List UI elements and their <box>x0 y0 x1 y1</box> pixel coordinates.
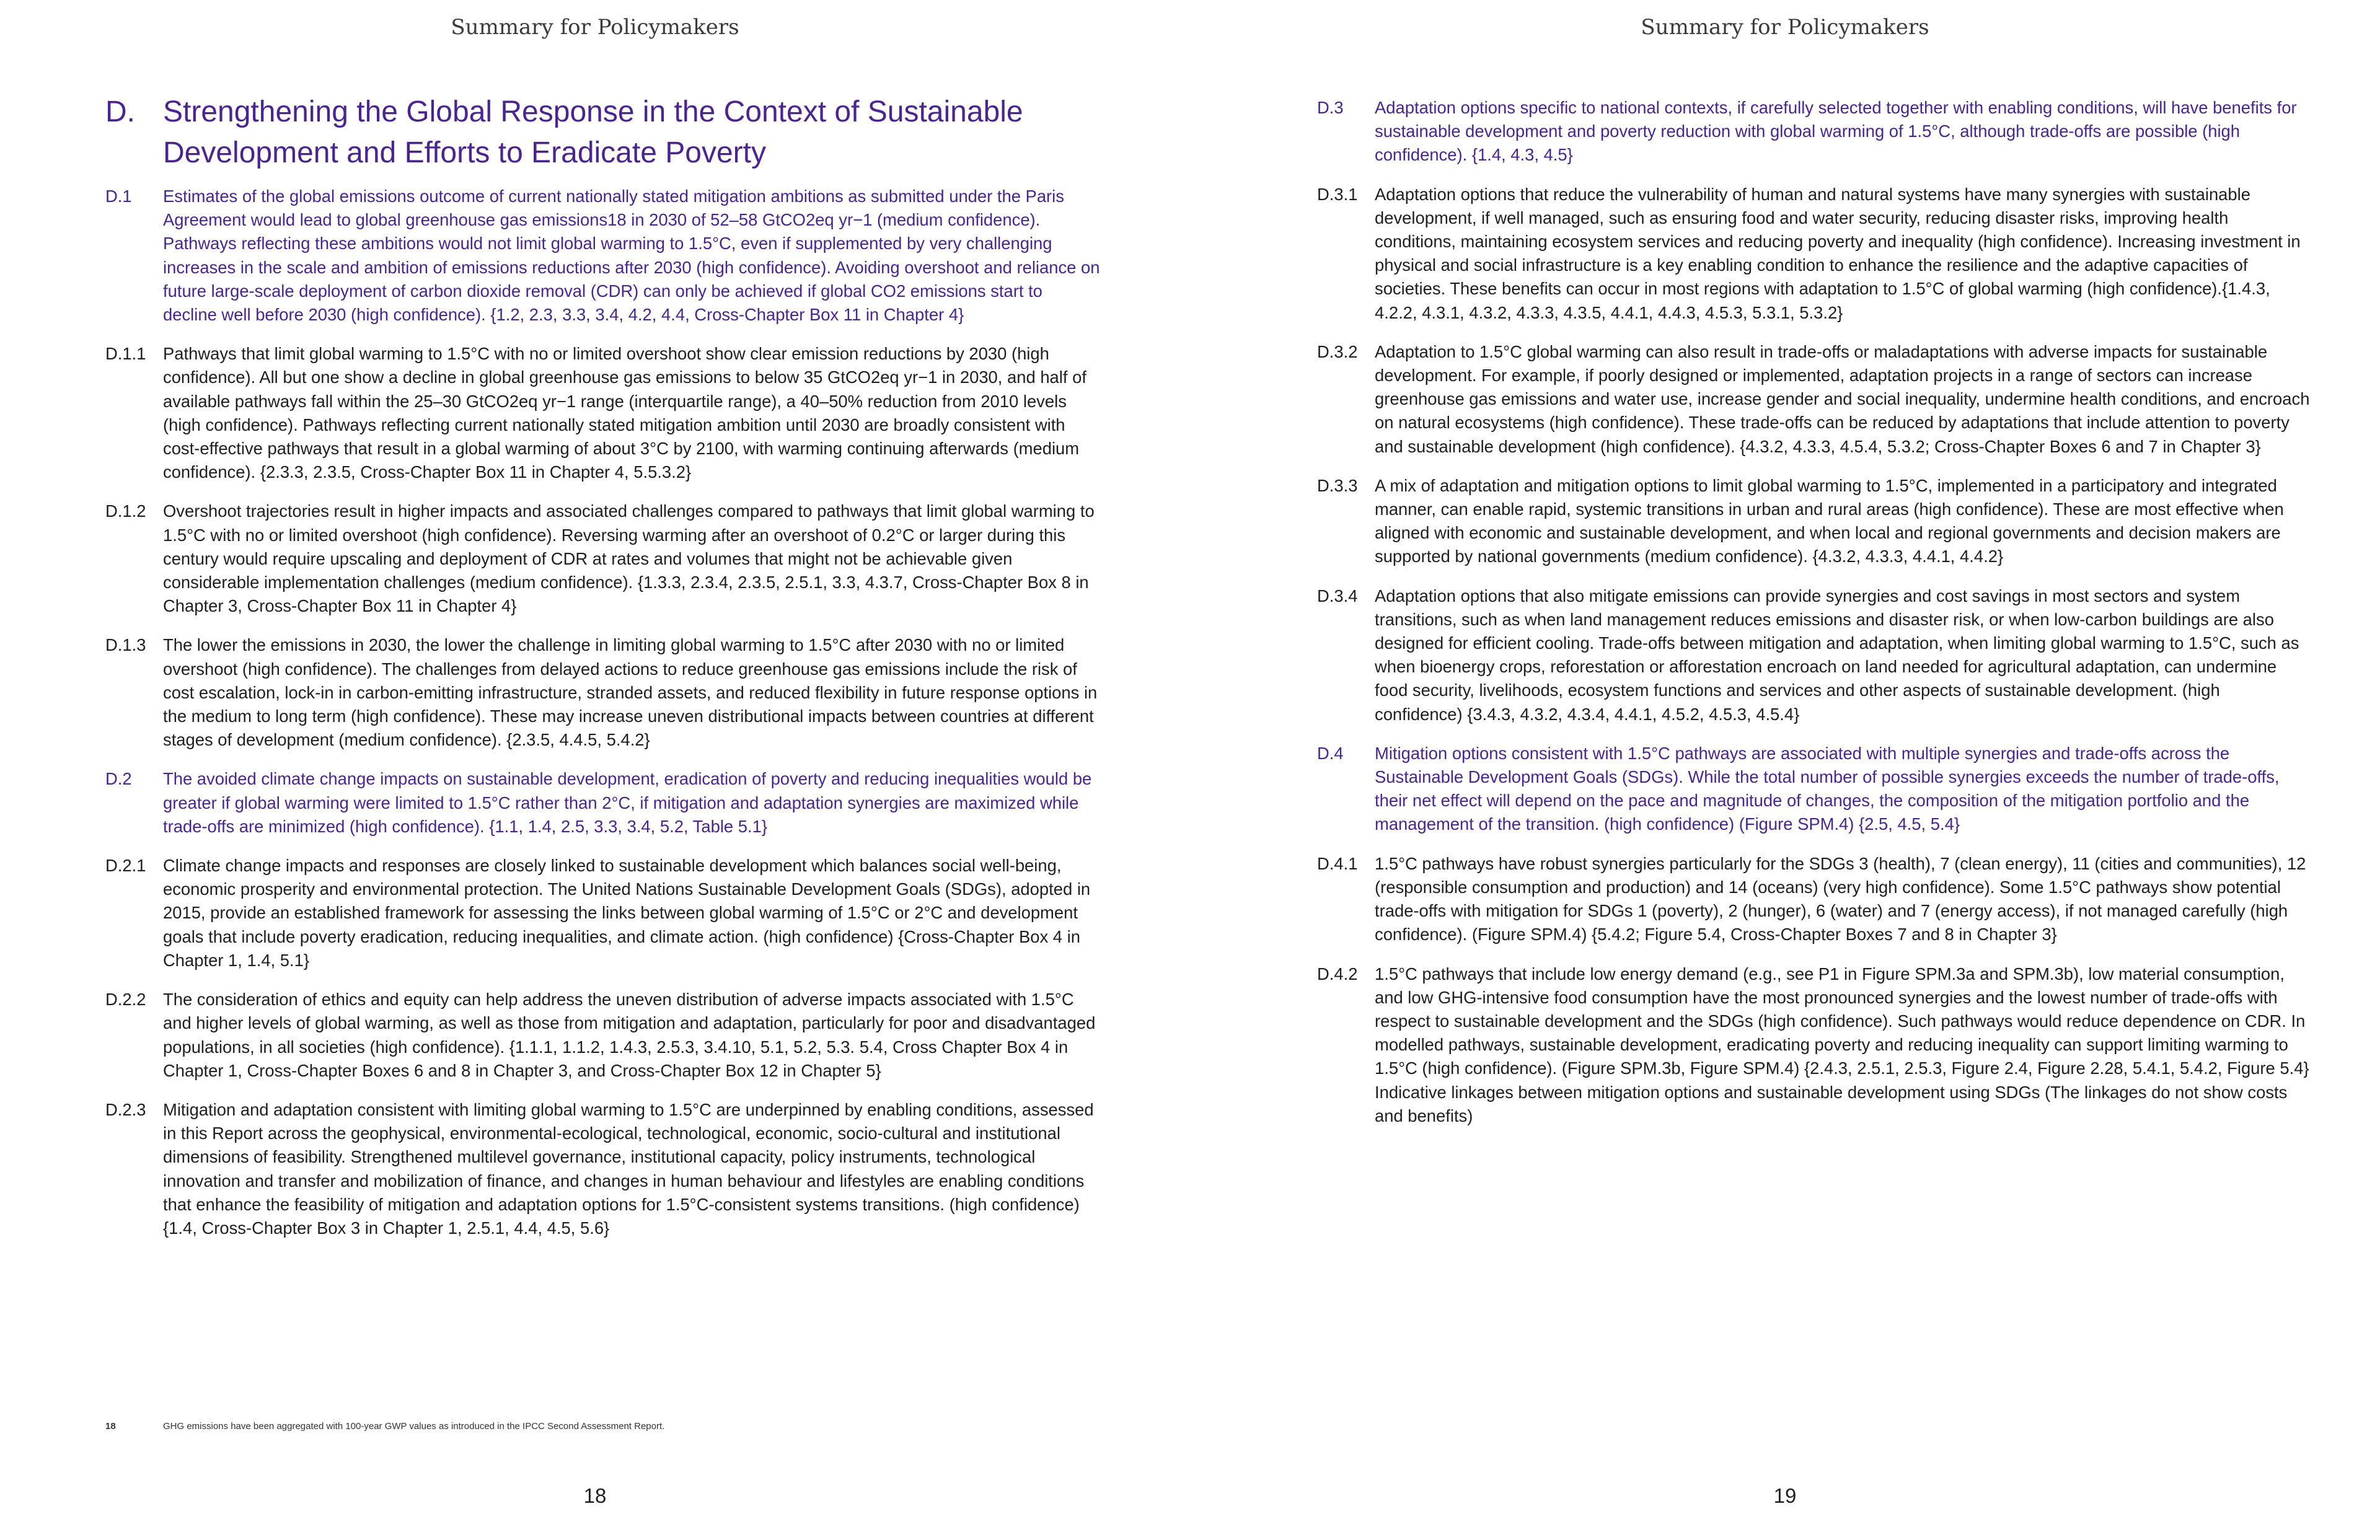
paragraph-number: D.2.3 <box>105 1099 146 1119</box>
paragraph-text: Climate change impacts and responses are closely linked to sustainable development which balances social well-being, economic prosperity and environmental protection. The United Nations Sustainable Development Goals (SDGs), adopted in 2015, provide an established framework for assessing the links between global warming of 1.5°C or 2°C and development goals that include poverty eradication, reducing inequalities, and climate action. (high confidence) {Cross-Chapter Box 4 in Chapter 1, 1.4, 5.1} <box>163 856 1091 970</box>
paragraph-d2 <box>105 767 1100 838</box>
paragraph-number: D.2 <box>105 769 132 789</box>
paragraph-d4 <box>1317 742 2312 837</box>
footnote-text: GHG emissions have been aggregated with 100-year GWP values as introduced in the IPCC Second Assessment Report. <box>163 1421 665 1432</box>
paragraph-number: D.1 <box>105 187 132 206</box>
paragraph-text: Adaptation to 1.5°C global warming can also result in trade-offs or maladaptations with adverse impacts for sustainable development. For example, if poorly designed or implemented, adaptation projects in a range of sectors can increase greenhouse gas emissions and water use, increase gender and social inequality, undermine health conditions, and encroach on natural ecosystems (high confidence). These trade-offs can be reduced by adaptations that include attention to poverty and sustainable development (high confidence). {4.3.2, 4.3.3, 4.5.4, 5.3.2; Cross-Chapter Boxes 6 and 7 in Chapter 3} <box>1375 341 2310 456</box>
paragraph-number: D.4.2 <box>1317 964 1358 983</box>
paragraph-number: D.3.4 <box>1317 586 1358 605</box>
paragraph-number: D.2.1 <box>105 856 146 876</box>
section-number: D. <box>105 95 135 128</box>
paragraph-number: D.4.1 <box>1317 853 1358 873</box>
paragraph-d2-2 <box>105 988 1100 1083</box>
paragraph-text: Estimates of the global emissions outcome of current nationally stated mitigation ambitions as submitted under the Paris Agreement would lead to global greenhouse gas emissions18 in 2030 of 52–58 GtCO2eq yr−1 (medium confidence). Pathways reflecting these ambitions would not limit global warming to 1.5°C, even if supplemented by very challenging increases in the scale and ambition of emissions reductions after 2030 (high confidence). Avoiding overshoot and reliance on future large-scale deployment of carbon dioxide removal (CDR) can only be achieved if global CO2 emissions start to decline well before 2030 (high confidence). {1.2, 2.3, 3.3, 3.4, 4.2, 4.4, Cross-Chapter Box 11 in Chapter 4} <box>163 187 1100 325</box>
paragraph-d2-1 <box>105 854 1100 972</box>
paragraph-text: The lower the emissions in 2030, the lower the challenge in limiting global warming to 1.5°C after 2030 with no or limited overshoot (high confidence). The challenges from delayed actions to reduce greenhouse gas emissions include the risk of cost escalation, lock-in in carbon-emitting infrastructure, stranded assets, and reduced flexibility in future response options in the medium to long term (high confidence). These may increase uneven distributional impacts between countries at different stages of development (medium confidence). {2.3.5, 4.4.5, 5.4.2} <box>163 635 1098 750</box>
paragraph-text: Adaptation options that reduce the vulnerability of human and natural systems have many synergies with sustainable development, if well managed, such as ensuring food and water security, reducing disaster risks, improving health conditions, maintaining ecosystem services and reducing poverty and inequality (high confidence). Increasing investment in physical and social infrastructure is a key enabling condition to enhance the resilience and the adaptive capacities of societies. These benefits can occur in most regions with adaptation to 1.5°C of global warming (high confidence).{1.4.3, 4.2.2, 4.3.1, 4.3.2, 4.3.3, 4.3.5, 4.4.1, 4.4.3, 4.5.3, 5.3.1, 5.3.2} <box>1375 184 2301 322</box>
paragraph-d1-3 <box>105 633 1100 752</box>
page-number-right: 19 <box>1773 1484 1797 1507</box>
paragraph-text: 1.5°C pathways have robust synergies particularly for the SDGs 3 (health), 7 (clean energy), 11 (cities and communities), 12 (responsible consumption and production) and 14 (oceans) (very high confidence). Some 1.5°C pathways show potential trade-offs with mitigation for SDGs 1 (poverty), 2 (hunger), 6 (water) and 7 (energy access), if not managed carefully (high confidence). (Figure SPM.4) {5.4.2; Figure 5.4, Cross-Chapter Boxes 7 and 8 in Chapter 3} <box>1375 853 2306 944</box>
section-heading <box>105 92 1100 174</box>
page-number-left: 18 <box>583 1484 607 1507</box>
paragraph-text: Overshoot trajectories result in higher impacts and associated challenges compared to pathways that limit global warming to 1.5°C with no or limited overshoot (high confidence). Reversing warming after an overshoot of 0.2°C or larger during this century would require upscaling and deployment of CDR at rates and volumes that might not be achievable given considerable implementation challenges (medium confidence). {1.3.3, 2.3.4, 2.3.5, 2.5.1, 3.3, 4.3.7, Cross-Chapter Box 8 in Chapter 3, Cross-Chapter Box 11 in Chapter 4} <box>163 501 1095 616</box>
paragraph-text: Mitigation options consistent with 1.5°C pathways are associated with multiple synergies and trade-offs across the Sustainable Development Goals (SDGs). While the total number of possible synergies exceeds the number of trade-offs, their net effect will depend on the pace and magnitude of changes, the composition of the mitigation portfolio and the management of the transition. (high confidence) (Figure SPM.4) {2.5, 4.5, 5.4} <box>1375 743 2280 834</box>
paragraph-d3 <box>1317 96 2312 167</box>
paragraph-d3-3 <box>1317 474 2312 569</box>
running-head-left: Summary for Policymakers <box>451 15 739 40</box>
paragraph-d1 <box>105 185 1100 327</box>
footnote <box>105 1420 1100 1433</box>
paragraph-text: The consideration of ethics and equity can help address the uneven distribution of adverse impacts associated with 1.5°C and higher levels of global warming, as well as those from mitigation and adaptation, particularly for poor and disadvantaged populations, in all societies (high confidence). {1.1.1, 1.1.2, 1.4.3, 2.5.3, 3.4.10, 5.1, 5.2, 5.3. 5.4, Cross Chapter Box 4 in Chapter 1, Cross-Chapter Boxes 6 and 8 in Chapter 3, and Cross-Chapter Box 12 in Chapter 5} <box>163 990 1096 1080</box>
paragraph-d4-2 <box>1317 962 2312 1128</box>
paragraph-d4-1 <box>1317 852 2312 947</box>
paragraph-number: D.3.1 <box>1317 184 1358 204</box>
paragraph-text: A mix of adaptation and mitigation options to limit global warming to 1.5°C, implemented in a participatory and integrated manner, can enable rapid, systemic transitions in urban and rural areas (high confidence). These are most effective when aligned with economic and sustainable development, and when local and regional governments and decision makers are supported by national governments (medium confidence). {4.3.2, 4.3.3, 4.4.1, 4.4.2} <box>1375 475 2284 566</box>
paragraph-d1-2 <box>105 499 1100 618</box>
paragraph-text: 1.5°C pathways that include low energy demand (e.g., see P1 in Figure SPM.3a and SPM.3b), low material consumption, and low GHG-intensive food consumption have the most pronounced synergies and the lowest number of trade-offs with respect to sustainable development and the SDGs (high confidence). Such pathways would reduce dependence on CDR. In modelled pathways, sustainable development, eradicating poverty and reducing inequality can support limiting warming to 1.5°C (high confidence). (Figure SPM.3b, Figure SPM.4) {2.4.3, 2.5.1, 2.5.3, Figure 2.4, Figure 2.28, 5.4.1, 5.4.2, Figure 5.4} Indicative linkages between mitigation options and sustainable development using SDGs (The linkages do not show costs and benefits) <box>1375 964 2309 1125</box>
running-head-right: Summary for Policymakers <box>1641 15 1929 40</box>
paragraph-number: D.2.2 <box>105 990 146 1010</box>
left-column <box>105 92 1100 1240</box>
paragraph-text: Adaptation options that also mitigate emissions can provide synergies and cost savings in most sectors and system transitions, such as when land management reduces emissions and disaster risk, or when low-carbon buildings are also designed for efficient cooling. Trade-offs between mitigation and adaptation, when limiting global warming to 1.5°C, such as when bioenergy crops, reforestation or afforestation encroach on land needed for agricultural adaptation, can undermine food security, livelihoods, ecosystem functions and services and other aspects of sustainable development. (high confidence) {3.4.3, 4.3.2, 4.3.4, 4.4.1, 4.5.2, 4.5.3, 4.5.4} <box>1375 586 2299 724</box>
paragraph-d2-3 <box>105 1098 1100 1240</box>
paragraph-text: Mitigation and adaptation consistent with limiting global warming to 1.5°C are underpinned by enabling conditions, assessed in this Report across the geophysical, environmental-ecological, technological, economic, socio-cultural and institutional dimensions of feasibility. Strengthened multilevel governance, institutional capacity, policy instruments, technological innovation and transfer and mobilization of finance, and changes in human behaviour and lifestyles are enabling conditions that enhance the feasibility of mitigation and adaptation options for 1.5°C-consistent systems transitions. (high confidence){1.4, Cross-Chapter Box 3 in Chapter 1, 2.5.1, 4.4, 4.5, 5.6} <box>163 1099 1094 1238</box>
section-title: Strengthening the Global Response in the Context of Sustainable Development and Efforts to Eradicate Poverty <box>163 95 1023 169</box>
paragraph-text: Pathways that limit global warming to 1.5°C with no or limited overshoot show clear emission reductions by 2030 (high confidence). All but one show a decline in global greenhouse gas emissions to below 35 GtCO2eq yr−1 in 2030, and half of available pathways fall within the 25–30 GtCO2eq yr−1 range (interquartile range), a 40–50% reduction from 2010 levels (high confidence). Pathways reflecting current nationally stated mitigation ambition until 2030 are broadly consistent with cost-effective pathways that result in a global warming of about 3°C by 2100, with warming continuing afterwards (medium confidence). {2.3.3, 2.3.5, Cross-Chapter Box 11 in Chapter 4, 5.5.3.2} <box>163 344 1086 482</box>
paragraph-text: Adaptation options specific to national contexts, if carefully selected together with enabling conditions, will have benefits for sustainable development and poverty reduction with global warming of 1.5°C, although trade-offs are possible (high confidence). {1.4, 4.3, 4.5} <box>1375 98 2297 165</box>
paragraph-text: The avoided climate change impacts on sustainable development, eradication of poverty and reducing inequalities would be greater if global warming were limited to 1.5°C rather than 2°C, if mitigation and adaptation synergies are maximized while trade-offs are minimized (high confidence). {1.1, 1.4, 2.5, 3.3, 3.4, 5.2, Table 5.1} <box>163 769 1092 836</box>
paragraph-number: D.1.2 <box>105 501 146 521</box>
paragraph-number: D.1.1 <box>105 344 146 364</box>
right-column <box>1317 96 2312 1128</box>
paragraph-d3-2 <box>1317 340 2312 459</box>
paragraph-number: D.4 <box>1317 743 1344 763</box>
paragraph-d3-4 <box>1317 584 2312 726</box>
paragraph-number: D.3.2 <box>1317 341 1358 361</box>
paragraph-number: D.3.3 <box>1317 475 1358 495</box>
paragraph-d3-1 <box>1317 183 2312 325</box>
paragraph-number: D.3 <box>1317 98 1344 117</box>
footnote-number: 18 <box>105 1421 116 1432</box>
paragraph-d1-1 <box>105 342 1100 484</box>
paragraph-number: D.1.3 <box>105 635 146 655</box>
